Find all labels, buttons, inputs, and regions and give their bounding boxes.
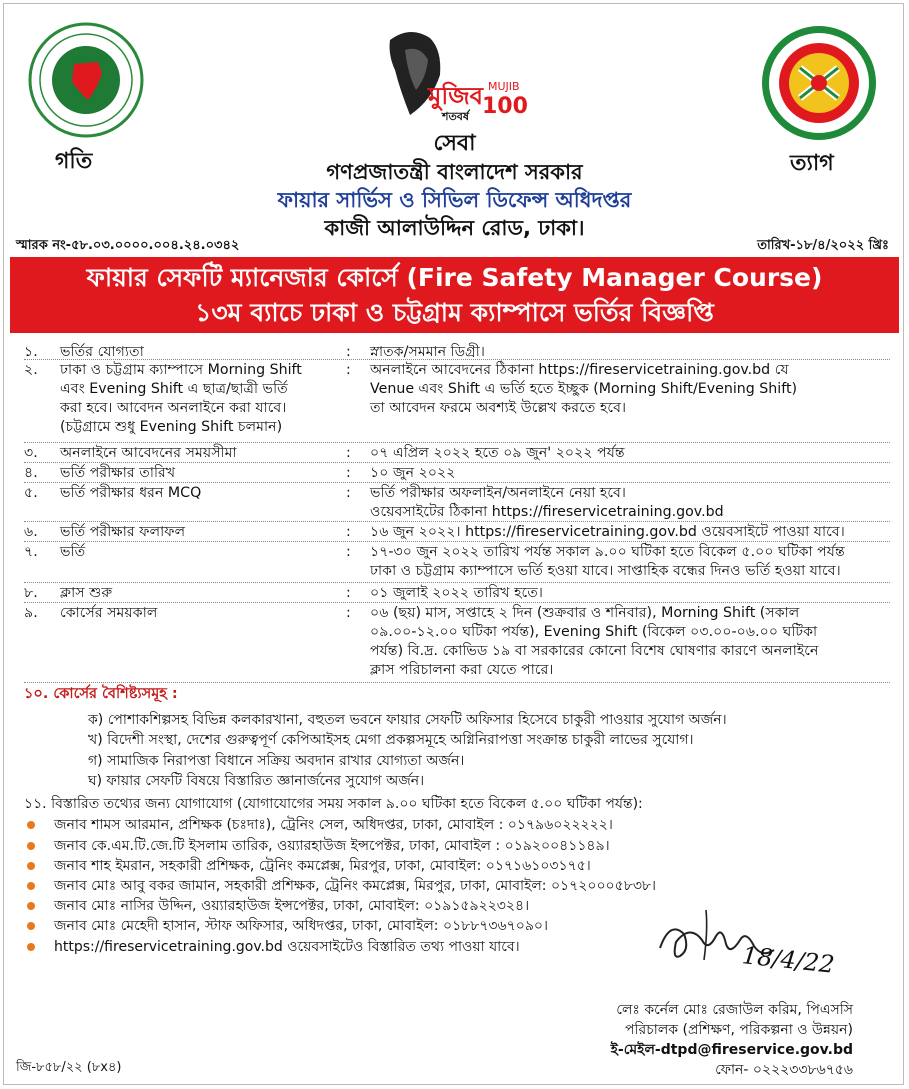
row-value (370, 584, 890, 603)
bullet-icon (27, 821, 35, 829)
row-value-line: ১৭-৩০ জুন ২০২২ তারিখ পর্যন্ত সকাল ৯.০০ ঘটিকা হতে বিকেল ৫.০০ ঘটিকা পর্যন্ত (370, 544, 845, 560)
contact-item: জনাব শাহ ইমরান, সহকারী প্রশিক্ষক, ট্রেনিং কমপ্লেক্স, মিরপুর, ঢাকা, মোবাইল: ০১৭১৬১০৩১৭৫। (54, 857, 591, 876)
office-address: কাজী আলাউদ্দিন রোড, ঢাকা। (324, 216, 585, 240)
contact-item: জনাব শামস আরমান, প্রশিক্ষক (চঃদাঃ), ট্রেনিং সেল, অধিদপ্তর, ঢাকা, মোবাইল : ০১৭৯৬০২২২২২। (54, 816, 613, 835)
signatory-phone: ফোন- ০২২২৩৩৮৬৭৫৬ (715, 1062, 853, 1078)
contact-item: জনাব মোঃ নাসির উদ্দিন, ওয়্যারহাউজ ইন্সপেক্টর, ঢাকা, মোবাইল: ০১৯১৫৯২২৩২৪। (54, 897, 529, 916)
motto-left: গতি (55, 149, 93, 174)
footer-code: জি-৮৫৮/২২ (৮x৪) (16, 1060, 122, 1075)
row-label-line: ভর্তি পরীক্ষার ধরন MCQ (60, 485, 202, 501)
row-label-line: ভর্তির যোগ্যতা (60, 344, 144, 360)
signatory-designation: পরিচালক (প্রশিক্ষণ, পরিকল্পনা ও উন্নয়ন) (625, 1022, 853, 1038)
row-label-line: এবং Evening Shift এ ছাত্র/ছাত্রী ভর্তি (60, 381, 288, 397)
row-number: ৫. (24, 485, 38, 501)
feature-item: ঘ) ফায়ার সেফটি বিষয়ে বিস্তারিত জ্ঞানার্জনের সুযোগ অর্জন। (88, 773, 425, 789)
logo-mujib-bangla: মুজিব (428, 82, 484, 110)
contact-item: https://fireservicetraining.gov.bd ওয়েবসাইটেও বিস্তারিত তথ্য পাওয়া যাবে। (54, 938, 520, 957)
row-label (60, 484, 360, 503)
motto-top: সেবা (433, 131, 476, 156)
row-value-line: ০১ জুলাই ২০২২ তারিখ হতে। (370, 585, 543, 601)
row-colon: : (346, 585, 351, 601)
row-separator (24, 582, 890, 583)
row-label-line: ভর্তি পরীক্ষার ফলাফল (60, 524, 186, 540)
row-label-line: ক্লাস শুরু (60, 585, 113, 601)
feature-item: খ) বিদেশী সংস্থা, দেশের গুরুত্বপূর্ণ কেপিআইসহ মেগা প্রকল্পসমূহে অগ্নিনিরাপত্তা সংক্রান্ত চাকুরী লাভের সুযোগ। (88, 732, 694, 748)
bullet-icon (27, 882, 35, 890)
row-value (370, 444, 890, 463)
row-colon: : (346, 344, 351, 360)
row-label (60, 584, 360, 603)
bangladesh-govt-seal-logo (28, 22, 144, 138)
row-separator (24, 602, 890, 603)
row-value-line: ওয়েবসাইটের ঠিকানা https://fireservicetraining.gov.bd (370, 504, 724, 520)
row-value-line: ক্লাস পরিচালনা করা যেতে পারে। (370, 662, 554, 678)
logo-mujib-en: MUJIB (488, 80, 520, 93)
row-value-line: Venue এবং Shift এ ভর্তি হতে ইচ্ছুক (Morning Shift/Evening Shift) (370, 381, 798, 397)
banner-line-1: ফায়ার সেফটি ম্যানেজার কোর্সে (Fire Safety Manager Course) (86, 263, 823, 292)
row-label (60, 543, 360, 562)
feature-item: গ) সামাজিক নিরাপত্তা বিধানে সক্রিয় অবদান রাখার যোগ্যতা অর্জন। (88, 753, 465, 769)
bullet-icon (27, 862, 35, 870)
motto-right: ত্যাগ (790, 151, 834, 176)
row-number: ৭. (24, 544, 38, 560)
row-label (60, 444, 360, 463)
row-label-line: ভর্তি (60, 544, 86, 560)
row-colon: : (346, 544, 351, 560)
row-colon: : (346, 524, 351, 540)
row-number: ২. (24, 362, 38, 378)
row-value (370, 543, 890, 581)
row-label-line: কোর্সের সময়কাল (60, 605, 158, 621)
contact-item: জনাব মোঃ আবু বকর জামান, সহকারী প্রশিক্ষক, ট্রেনিং কমপ্লেক্স, মিরপুর, ঢাকা, মোবাইল: ০১৭২০০০৫৮৩৮। (54, 877, 656, 896)
row-value-line: ১০ জুন ২০২২ (370, 465, 456, 481)
row-separator (24, 462, 890, 463)
row-value-line: ভর্তি পরীক্ষার অফলাইন/অনলাইনে নেয়া হবে। (370, 485, 626, 501)
logo-100: 100 (482, 94, 528, 119)
bullet-icon (27, 842, 35, 850)
row-label (60, 464, 360, 483)
row-label-line: ভর্তি পরীক্ষার তারিখ (60, 465, 176, 481)
features-title: ১০. কোর্সের বৈশিষ্ট্যসমূহ : (24, 686, 178, 702)
row-value-line: ০৯.০০-১২.০০ ঘটিকা পর্যন্ত), Evening Shift (বিকেল ০৩.০০-০৬.০০ ঘটিকা (370, 624, 818, 640)
row-value (370, 464, 890, 483)
row-value-line: স্নাতক/সমমান ডিগ্রী। (370, 344, 485, 360)
row-value-line: পর্যন্ত) বি.দ্র. কোভিড ১৯ বা সরকারের কোনো বিশেষ ঘোষণার কারণে অনলাইনে (370, 643, 819, 659)
row-colon: : (346, 465, 351, 481)
row-value (370, 361, 890, 418)
row-label (60, 523, 360, 542)
memo-date: তারিখ-১৮/৪/২০২২ খ্রিঃ (757, 238, 889, 253)
row-label-line: করা হবে। আবেদন অনলাইনে করা যাবে। (60, 400, 287, 416)
row-value (370, 484, 890, 522)
row-number: ৬. (24, 524, 38, 540)
row-value-line: ১৬ জুন ২০২২। https://fireservicetraining.gov.bd ওয়েবসাইটে পাওয়া যাবে। (370, 524, 845, 540)
bullet-icon (27, 922, 35, 930)
row-value (370, 523, 890, 542)
department-name: ফায়ার সার্ভিস ও সিভিল ডিফেন্স অধিদপ্তর (277, 188, 632, 212)
row-value (370, 604, 890, 680)
handwritten-date: 18/4/22 (740, 941, 836, 979)
row-number: ১. (24, 344, 38, 360)
logo-shatabarsha: শতবর্ষ (442, 110, 469, 123)
signatory-name: লেঃ কর্নেল মোঃ রেজাউল করিম, পিএসসি (616, 1002, 853, 1018)
row-colon: : (346, 605, 351, 621)
contact-item: জনাব মোঃ মেহেদী হাসান, স্টাফ অফিসার, অধিদপ্তর, ঢাকা, মোবাইল: ০১৮৮৭৩৬৭০৯০। (54, 917, 548, 936)
banner-line-2: ১৩ম ব্যাচে ঢাকা ও চট্টগ্রাম ক্যাম্পাসে ভর্তির বিজ্ঞপ্তি (195, 298, 714, 327)
row-label-line: অনলাইনে আবেদনের সময়সীমা (60, 445, 237, 461)
row-separator (24, 541, 890, 542)
row-label-line: ঢাকা ও চট্টগ্রাম ক্যাম্পাসে Morning Shift (60, 362, 302, 378)
row-colon: : (346, 362, 351, 378)
row-separator (24, 442, 890, 443)
row-label (60, 604, 360, 623)
row-value-line: ঢাকা ও চট্টগ্রাম ক্যাম্পাসে ভর্তি হওয়া যাবে। সাপ্তাহিক বন্ধের দিনও ভর্তি হওয়া যাবে। (370, 563, 841, 579)
row-value-line: তা আবেদন ফরমে অবশ্যই উল্লেখ করতে হবে। (370, 400, 627, 416)
feature-item: ক) পোশাকশিল্পসহ বিভিন্ন কলকারখানা, বহুতল ভবনে ফায়ার সেফটি অফিসার হিসেবে চাকুরী পাওয়ার সুযোগ অর্জন। (88, 712, 727, 728)
row-separator (24, 359, 890, 360)
fire-service-seal-logo (760, 24, 878, 142)
row-label (60, 361, 360, 437)
row-label-line: (চট্টগ্রামে শুধু Evening Shift চলমান) (60, 419, 283, 435)
row-value-line: ০৬ (ছয়) মাস, সপ্তাহে ২ দিন (শুক্রবার ও শনিবার), Morning Shift (সকাল (370, 605, 800, 621)
govt-name: গণপ্রজাতন্ত্রী বাংলাদেশ সরকার (326, 160, 583, 184)
row-colon: : (346, 485, 351, 501)
contact-item: জনাব কে.এম.টি.জে.টি ইসলাম তারিক, ওয়্যারহাউজ ইন্সপেক্টর, ঢাকা, মোবাইল : ০১৯২০০৪১১৪৯। (54, 837, 610, 856)
mujib-centenary-logo (370, 20, 540, 128)
row-value-line: অনলাইনে আবেদনের ঠিকানা https://fireservicetraining.gov.bd যে (370, 362, 789, 378)
row-number: ৯. (24, 605, 38, 621)
row-number: ৮. (24, 585, 38, 601)
row-value-line: ০৭ এপ্রিল ২০২২ হতে ০৯ জুন' ২০২২ পর্যন্ত (370, 445, 625, 461)
memo-number: স্মারক নং-৫৮.০৩.০০০০.০০৪.২৪.০৩৪২ (16, 238, 240, 253)
course-title-banner (10, 257, 899, 333)
row-colon: : (346, 445, 351, 461)
bullet-icon (27, 902, 35, 910)
bullet-icon (27, 943, 35, 951)
contacts-title: ১১. বিস্তারিত তথ্যের জন্য যোগাযোগ (যোগাযোগের সময় সকাল ৯.০০ ঘটিকা হতে বিকেল ৫.০০ ঘটিকা পর্যন্ত): (24, 796, 643, 812)
row-number: ৪. (24, 465, 38, 481)
row-separator (24, 521, 890, 522)
row-separator (24, 482, 890, 483)
signatory-email: ই-মেইল-dtpd@fireservice.gov.bd (610, 1042, 853, 1058)
row-number: ৩. (24, 445, 38, 461)
